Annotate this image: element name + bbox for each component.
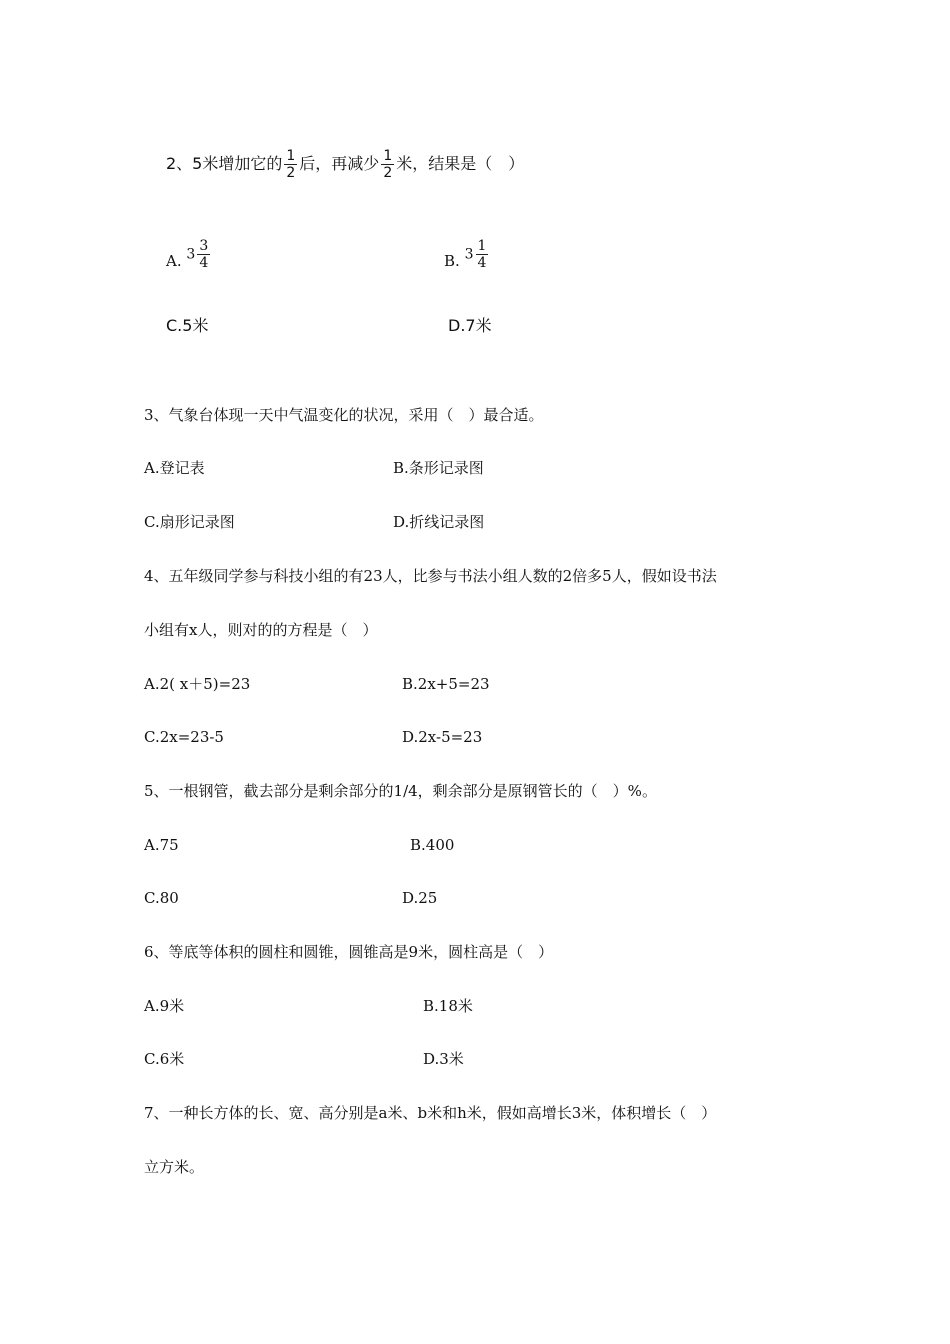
- q2-option-a-fraction: $\frac{3}{4}$: [199, 238, 209, 271]
- q2-fraction-1: $\frac{1}{2}$: [286, 148, 296, 181]
- q5-option-a: A.75: [144, 836, 179, 854]
- q3-option-c: C.扇形记录图: [144, 513, 235, 531]
- q6-option-b: B.18米: [423, 997, 473, 1015]
- q4-option-d: D.2x-5=23: [402, 728, 483, 746]
- q2-option-b: B. 3 $\frac{1}{4}$: [444, 238, 487, 271]
- q6-stem: 6、等底等体积的圆柱和圆锥，圆锥高是9米，圆柱高是（ ）: [144, 943, 554, 961]
- q4-option-b: B.2x+5=23: [402, 675, 490, 693]
- q5-option-c: C.80: [144, 889, 179, 907]
- q4-stem-line2: 小组有x人，则对的的方程是（ ）: [144, 621, 378, 639]
- q2-stem: [166, 148, 524, 181]
- q4-option-c: C.2x=23-5: [144, 728, 224, 746]
- q3-option-a: A.登记表: [144, 459, 205, 477]
- q6-option-d: D.3米: [423, 1050, 464, 1068]
- q7-stem-line2: 立方米。: [144, 1158, 205, 1176]
- q4-stem-line1: 4、五年级同学参与科技小组的有23人，比参与书法小组人数的2倍多5人，假如设书法: [144, 567, 717, 585]
- q3-stem: 3、气象台体现一天中气温变化的状况，采用（ ）最合适。: [144, 406, 544, 424]
- q6-option-a: A.9米: [144, 997, 185, 1015]
- q2-option-d: D.7米: [448, 316, 492, 335]
- q7-stem-line1: 7、一种长方体的长、宽、高分别是a米、b米和h米，假如高增长3米，体积增长（ ）: [144, 1104, 717, 1122]
- q2-text-part2: 后，再减少: [299, 154, 380, 173]
- q2-option-a: A. 3 $\frac{3}{4}$: [166, 238, 209, 271]
- q5-option-d: D.25: [402, 889, 438, 907]
- q5-stem: 5、一根钢管，截去部分是剩余部分的1/4，剩余部分是原钢管长的（ ）%。: [144, 782, 657, 800]
- q3-option-d: D.折线记录图: [393, 513, 485, 531]
- q2-option-c: C.5米: [166, 316, 209, 335]
- q2-option-b-fraction: $\frac{1}{4}$: [477, 238, 487, 271]
- q2-fraction-2: $\frac{1}{2}$: [383, 148, 393, 181]
- q3-option-b: B.条形记录图: [393, 459, 484, 477]
- q5-option-b: B.400: [410, 836, 455, 854]
- q4-option-a: A.2( x＋5)=23: [144, 675, 251, 693]
- q6-option-c: C.6米: [144, 1050, 185, 1068]
- q2-text-part1: 2、5米增加它的: [166, 154, 283, 173]
- q2-text-part3: 米，结果是（ ）: [396, 154, 525, 173]
